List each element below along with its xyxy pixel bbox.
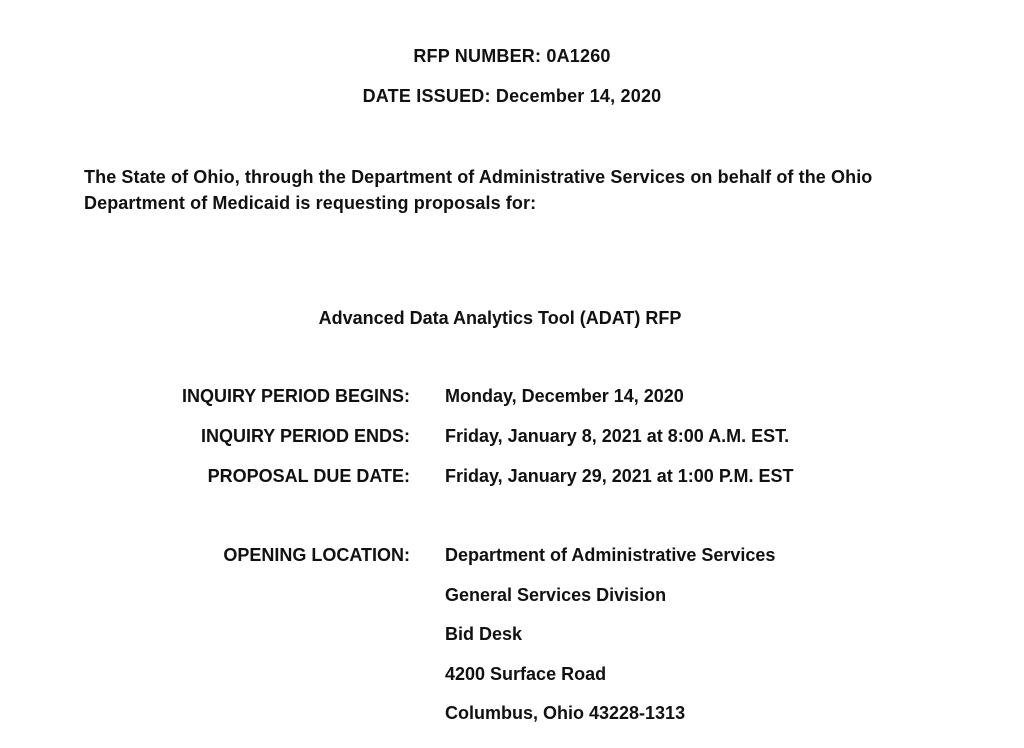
- date-issued: DATE ISSUED: December 14, 2020: [362, 86, 662, 106]
- rfp-number: RFP NUMBER: 0A1260: [413, 46, 611, 66]
- inquiry-ends-row: [0, 426, 1024, 466]
- address-line: [0, 585, 1024, 625]
- address-line-1: Department of Administrative Services: [445, 545, 776, 565]
- inquiry-begins-row: [0, 386, 1024, 426]
- inquiry-ends-label: INQUIRY PERIOD ENDS:: [200, 426, 410, 446]
- proposal-due-label: PROPOSAL DUE DATE:: [207, 466, 410, 486]
- schedule-block: [0, 386, 1024, 743]
- opening-location-row: [0, 545, 1024, 585]
- address-line: [0, 703, 1024, 743]
- opening-location-label: OPENING LOCATION:: [223, 545, 410, 565]
- inquiry-begins-label: INQUIRY PERIOD BEGINS:: [181, 386, 410, 406]
- proposal-due-value: Friday, January 29, 2021 at 1:00 P.M. EST: [445, 466, 794, 486]
- address-line: [0, 624, 1024, 664]
- inquiry-begins-value: Monday, December 14, 2020: [445, 386, 684, 406]
- address-line-2: General Services Division: [445, 584, 667, 605]
- intro-paragraph: The State of Ohio, through the Department of Administrative Services on behalf of the Ohio Department of Medicaid is requesting proposals for:: [84, 167, 873, 213]
- address-line-5: Columbus, Ohio 43228-1313: [445, 703, 686, 723]
- address-line-3: Bid Desk: [445, 624, 523, 644]
- inquiry-ends-value: Friday, January 8, 2021 at 8:00 A.M. EST.: [445, 426, 790, 446]
- address-line-4: 4200 Surface Road: [445, 663, 607, 684]
- address-line: [0, 664, 1024, 704]
- proposal-due-row: [0, 466, 1024, 506]
- spacer: [0, 506, 1024, 545]
- project-title: Advanced Data Analytics Tool (ADAT) RFP: [318, 308, 682, 328]
